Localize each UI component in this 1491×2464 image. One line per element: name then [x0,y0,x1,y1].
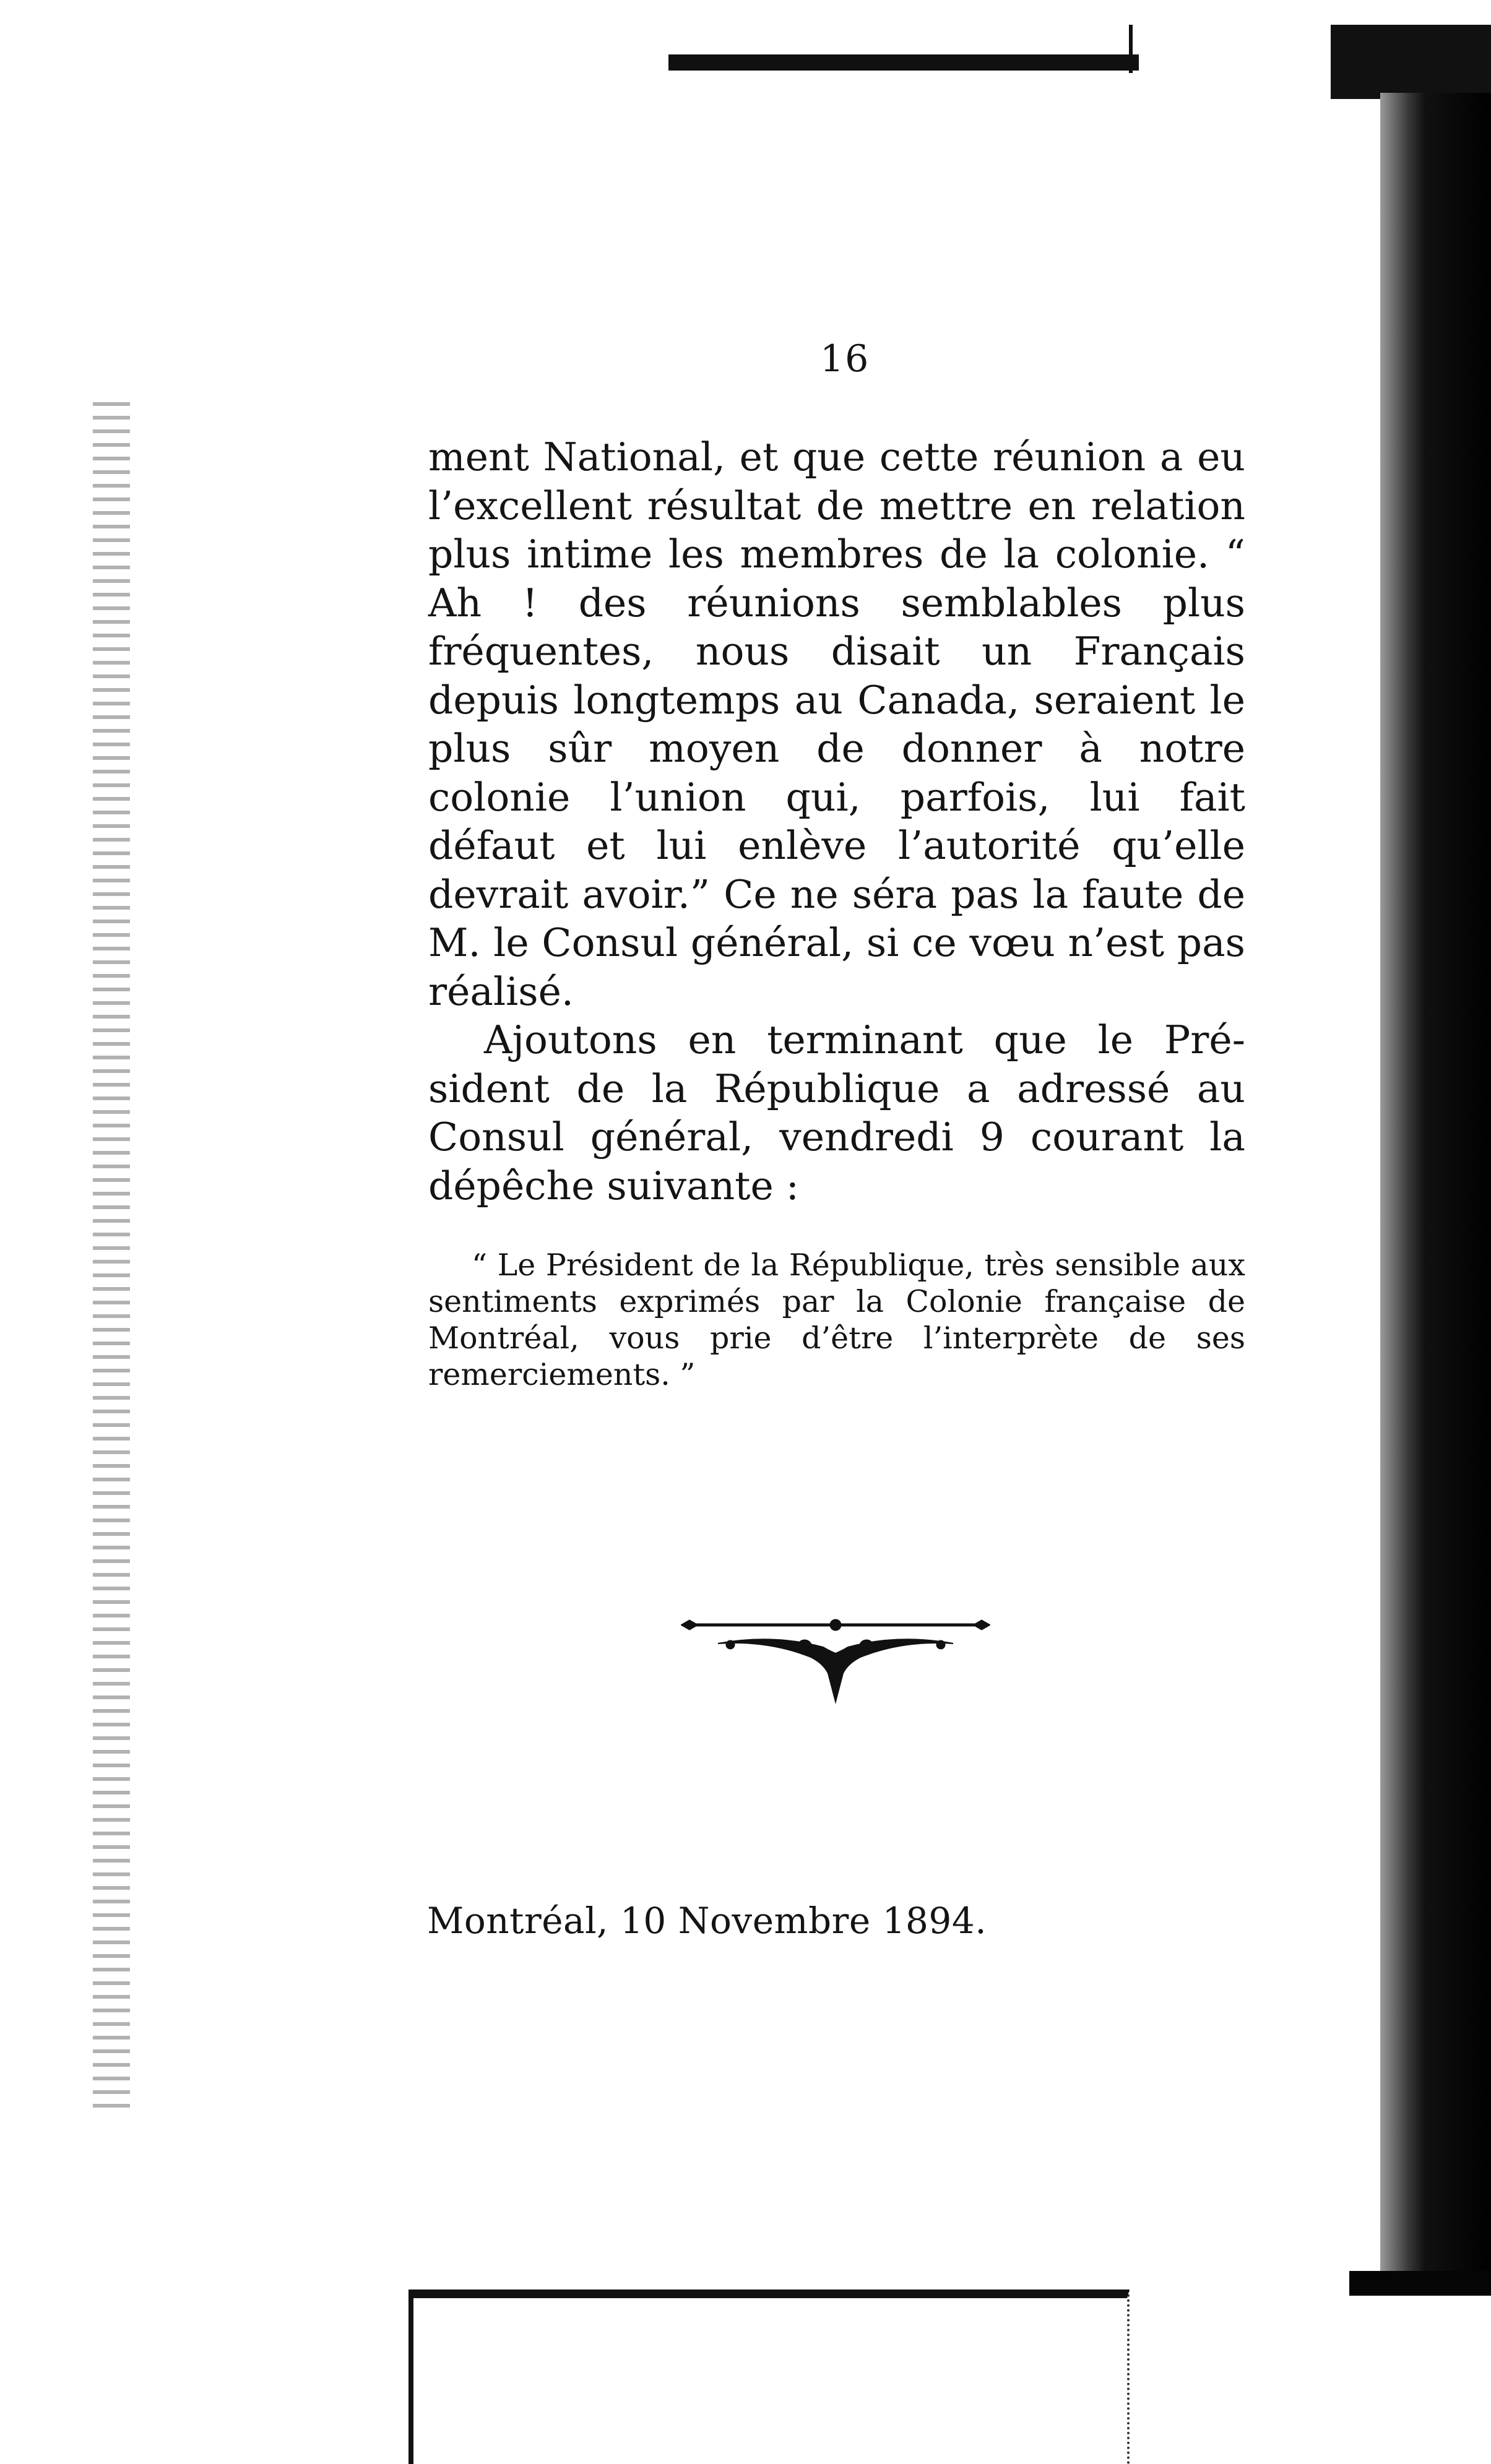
page-number: 16 [820,337,870,381]
fleuron-ornament-icon [681,1609,990,1708]
paragraph-1: ment National, et que cette réunion a eu l’excellent résultat de mettre en relation plus intime les membres de la colonie. “ Ah ! des réunions semblables plus fréquentes, nous disait un Français depuis longtemps au Canada, seraient le plus sûr moyen de donner à notre colonie l’union qui, parfois, lui fait défaut et lui enlève l’autorité qu’elle devrait avoir.” Ce ne séra pas la faute de M. le Consul général, si ce vœu n’est pas réalisé. [428,434,1245,1014]
telegram-quote: “ Le Président de la République, très sensible aux sentiments exprimés par la Colonie française de Montréal, vous prie d’être l’interprète de ses remerciements. ” [428,1247,1245,1392]
closing-date-line: Montréal, 10 Novembre 1894. [427,1900,987,1942]
scan-bottom-frame [408,2290,1130,2464]
scan-right-edge [1331,25,1491,2296]
scan-left-edge [93,402,130,2110]
body-text [428,433,1245,1210]
scan-top-bar [668,25,1145,75]
paragraph-2: Ajoutons en terminant que le Président de la République a adressé au Consul général, vendredi 9 courant la dépêche suivante : [428,1017,1245,1208]
